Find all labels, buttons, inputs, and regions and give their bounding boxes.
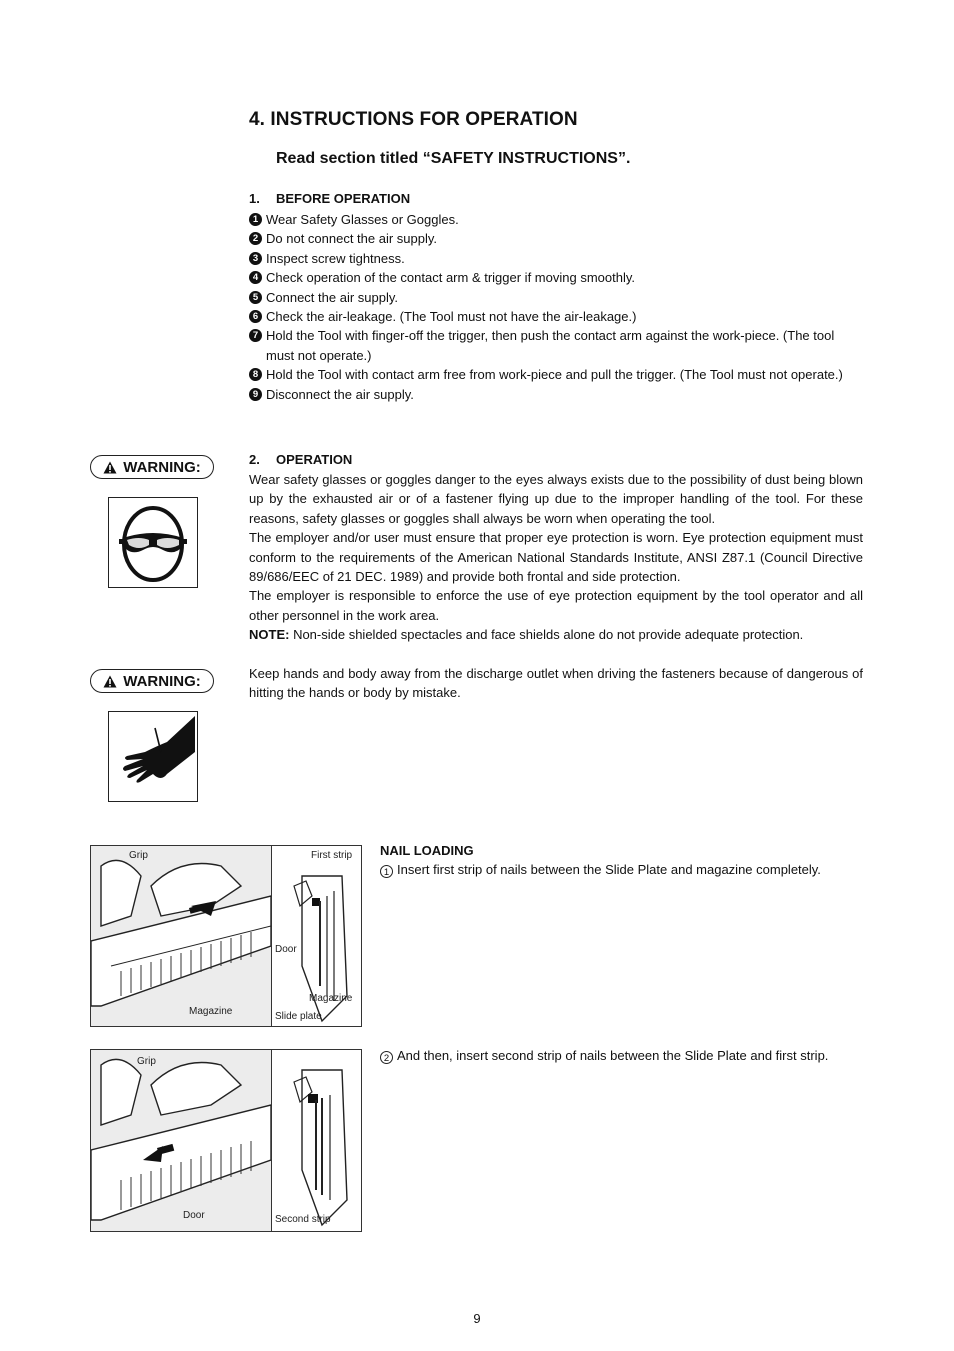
list-item-text: Connect the air supply.	[266, 289, 398, 305]
label-door: Door	[183, 1210, 205, 1221]
warning-label: WARNING:	[123, 672, 201, 690]
note-text: Non-side shielded spectacles and face shields alone do not provide adequate protection.	[289, 627, 804, 643]
list-item-text: Disconnect the air supply.	[266, 386, 414, 402]
step-text: And then, insert second strip of nails between the Slide Plate and first strip.	[397, 1048, 829, 1063]
operation-paragraph-2: The employer and/or user must ensure that proper eye protection is worn. Eye protection equipment must conform to the requirements of the American National Standards Institute, ANSI Z87.1 (Council Directive 89/686/EEC of 21 DEC. 1989) and provide both frontal and side protection.	[249, 530, 863, 585]
warning-triangle-icon	[103, 675, 117, 688]
step-text: Insert first strip of nails between the Slide Plate and magazine completely.	[397, 862, 821, 877]
nail-loading-step-2	[380, 1048, 860, 1064]
list-item	[249, 288, 863, 307]
tool-illustration-1	[91, 846, 272, 1026]
before-operation-list	[249, 210, 863, 404]
warning-badge-eyes	[90, 455, 214, 479]
operation-number: 2.	[249, 452, 260, 467]
operation-note	[249, 625, 863, 644]
list-item	[249, 365, 863, 384]
warning-label: WARNING:	[123, 458, 201, 476]
label-door: Door	[275, 944, 297, 955]
before-operation-heading	[249, 191, 410, 206]
operation-heading	[249, 452, 352, 467]
nailer-tool-icon	[91, 1050, 272, 1231]
magazine-section-icon	[272, 1050, 361, 1231]
warning-badge-hands	[90, 669, 214, 693]
tool-illustration-2	[91, 1050, 272, 1231]
nail-loading-step-1	[380, 862, 860, 878]
step-number: 1	[380, 865, 393, 878]
nailer-tool-icon	[91, 846, 272, 1026]
label-magazine: Magazine	[189, 1006, 233, 1017]
cross-section-2	[272, 1050, 361, 1231]
safety-goggles-icon	[109, 498, 197, 587]
list-item-text: Check operation of the contact arm & trigger if moving smoothly.	[266, 270, 635, 286]
list-item	[249, 307, 863, 326]
list-item-text: Do not connect the air supply.	[266, 231, 438, 247]
operation-paragraph-1: Wear safety glasses or goggles danger to the eyes always exists due to the possibility of dust being blown up by the exhausted air or of a fastener flying up due to the improper handling of the tool. For these reasons, safety glasses or goggles shall always be worn when operating the tool.	[249, 472, 863, 526]
bullet-number: 8	[249, 368, 262, 381]
operation-paragraph-3: The employer is responsible to enforce the use of eye protection equipment by the tool operator and all other personnel in the work area.	[249, 588, 863, 623]
bullet-number: 3	[249, 252, 262, 265]
section-subtitle: Read section titled “SAFETY INSTRUCTIONS”.	[276, 150, 631, 167]
list-item-text: Inspect screw tightness.	[266, 250, 405, 266]
bullet-number: 5	[249, 291, 262, 304]
list-item	[249, 249, 863, 268]
section-title: 4. INSTRUCTIONS FOR OPERATION	[249, 109, 578, 130]
step-number: 2	[380, 1051, 393, 1064]
hand-hazard-icon	[109, 712, 197, 801]
list-item-text: Hold the Tool with finger-off the trigger, then push the contact arm against the work-piece. (The tool must not operate.)	[266, 328, 835, 363]
nail-loading-heading: NAIL LOADING	[380, 843, 474, 858]
list-item	[249, 210, 863, 229]
bullet-number: 2	[249, 232, 262, 245]
label-magazine-section: Magazine	[309, 993, 353, 1004]
operation-text	[249, 470, 863, 645]
bullet-number: 9	[249, 388, 262, 401]
page-number: 9	[473, 1311, 481, 1326]
label-slide-plate: Slide plate	[275, 1011, 322, 1022]
nail-loading-figure-1	[90, 845, 362, 1027]
list-item	[249, 268, 863, 287]
goggles-pictogram	[108, 497, 198, 588]
list-item-text: Check the air-leakage. (The Tool must not have the air-leakage.)	[266, 309, 637, 325]
note-label: NOTE:	[249, 627, 290, 643]
label-grip: Grip	[129, 850, 148, 861]
bullet-number: 4	[249, 271, 262, 284]
list-item	[249, 385, 863, 404]
hand-pictogram	[108, 711, 198, 802]
bullet-number: 6	[249, 310, 262, 323]
before-operation-title: BEFORE OPERATION	[276, 191, 411, 206]
list-item	[249, 326, 863, 365]
label-grip: Grip	[137, 1056, 156, 1067]
hands-warning-text: Keep hands and body away from the discharge outlet when driving the fasteners because of dangerous of hitting the hands or body by mistake.	[249, 666, 863, 701]
label-second-strip: Second strip	[275, 1214, 331, 1225]
list-item-text: Wear Safety Glasses or Goggles.	[266, 212, 459, 227]
bullet-number: 1	[249, 213, 262, 226]
list-item-text: Hold the Tool with contact arm free from work-piece and pull the trigger. (The Tool must not operate.)	[266, 367, 843, 383]
bullet-number: 7	[249, 329, 262, 342]
before-operation-number: 1.	[249, 191, 260, 206]
operation-title: OPERATION	[276, 452, 353, 467]
nail-loading-figure-2	[90, 1049, 362, 1232]
list-item	[249, 229, 863, 248]
warning-triangle-icon	[103, 461, 117, 474]
label-first-strip: First strip	[311, 850, 353, 861]
